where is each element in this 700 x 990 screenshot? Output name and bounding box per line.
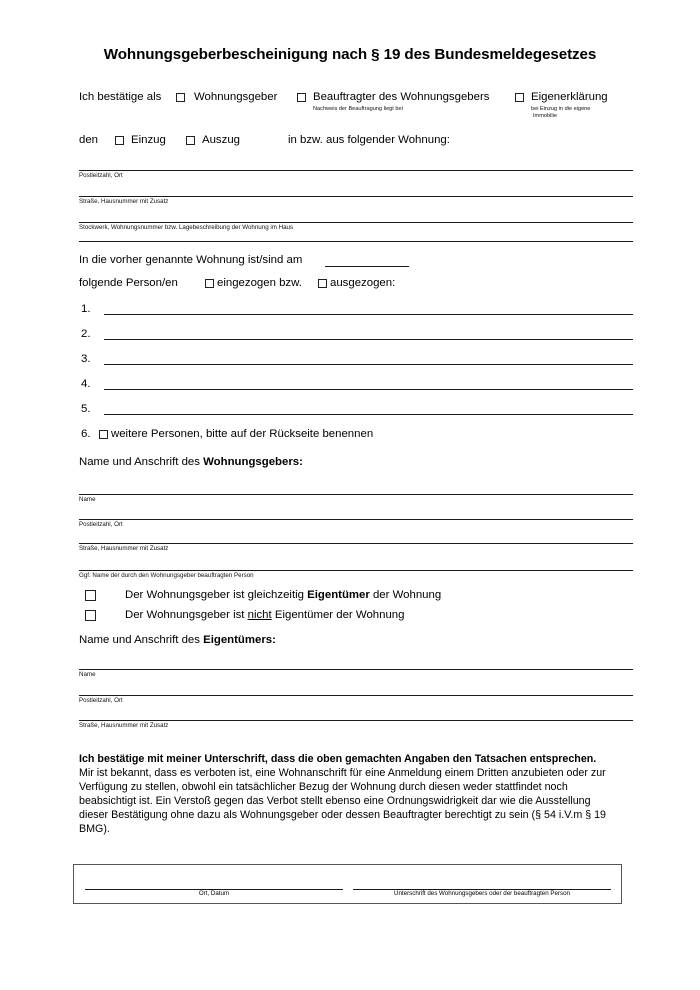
person-4-line[interactable] <box>104 389 633 390</box>
label-wohnungsgeber: Wohnungsgeber <box>194 91 278 103</box>
owner-heading-prefix: Name und Anschrift des <box>79 634 204 646</box>
label-auszug: Auszug <box>202 134 240 146</box>
dwelling-field-stockwerk-line[interactable] <box>79 222 633 223</box>
person-1-line[interactable] <box>104 314 633 315</box>
declaration-body: Mir ist bekannt, dass es verboten ist, eine Wohnanschrift für eine Anmeldung einem Dritten anzubieten oder zur Verfügung zu stellen, obwohl ein tatsächlicher Bezug der Wohnung durch diesen weder stattfindet noch beabsichtigt ist. Ein Verstoß gegen das Verbot stellt ebenso eine Ordnungswidrigkeit dar wie die Ausstellung dieser Bestätigung ohne dazu als Wohnungsgeber oder dessen Beauftragter berechtigt zu sein (§ 54 i.V.m § 19 BMG). <box>79 767 606 836</box>
label-not-owner-post: Eigentümer der Wohnung <box>271 609 405 621</box>
person-5-line[interactable] <box>104 414 633 415</box>
signature-box <box>73 864 622 904</box>
move-lead-label: den <box>79 134 99 146</box>
owner-field-strasse-line[interactable] <box>79 720 633 721</box>
checkbox-is-owner[interactable] <box>85 590 96 601</box>
person-3-line[interactable] <box>104 364 633 365</box>
owner-field-strasse-caption: Straße, Hausnummer mit Zusatz <box>79 722 169 729</box>
label-ausgezogen: ausgezogen: <box>330 277 396 289</box>
landlord-field-plz-ort-line[interactable] <box>79 519 633 520</box>
landlord-field-name-line[interactable] <box>79 494 633 495</box>
persons-intro-line1: In die vorher genannte Wohnung ist/sind am <box>79 254 303 266</box>
label-eigenerklaerung: Eigenerklärung <box>531 91 608 103</box>
label-is-owner-post: der Wohnung <box>369 589 442 601</box>
page-title: Wohnungsgeberbescheinigung nach § 19 des Bundesmeldegesetzes <box>103 46 597 63</box>
move-trailing-label: in bzw. aus folgender Wohnung: <box>288 134 450 146</box>
place-date-caption: Ort, Datum <box>198 890 230 897</box>
landlord-field-name-caption: Name <box>79 496 96 503</box>
dwelling-field-strasse-caption: Straße, Hausnummer mit Zusatz <box>79 198 169 205</box>
owner-field-plz-ort-caption: Postleitzahl, Ort <box>79 697 123 704</box>
label-not-owner-underline: nicht <box>247 609 272 621</box>
checkbox-wohnungsgeber[interactable] <box>176 93 185 102</box>
person-2-line[interactable] <box>104 339 633 340</box>
label-beauftragter: Beauftragter des Wohnungsgebers <box>313 91 490 103</box>
person-4-number: 4. <box>81 378 91 390</box>
label-is-owner-pre: Der Wohnungsgeber ist gleichzeitig <box>125 589 308 601</box>
checkbox-eigenerklaerung[interactable] <box>515 93 524 102</box>
landlord-heading <box>79 456 303 469</box>
dwelling-field-plz-ort-caption: Postleitzahl, Ort <box>79 172 123 179</box>
label-not-owner-pre: Der Wohnungsgeber ist <box>125 609 248 621</box>
signature-caption: Unterschrift des Wohnungsgebers oder der beauftragten Person <box>394 890 570 897</box>
label-eingezogen: eingezogen bzw. <box>217 277 302 289</box>
landlord-field-strasse-caption: Straße, Hausnummer mit Zusatz <box>79 545 169 552</box>
owner-field-name-caption: Name <box>79 671 96 678</box>
landlord-field-agent-line[interactable] <box>79 570 633 571</box>
dwelling-field-strasse-line[interactable] <box>79 196 633 197</box>
checkbox-weitere-personen[interactable] <box>99 430 108 439</box>
declaration-paragraph <box>79 752 612 837</box>
checkbox-not-owner[interactable] <box>85 610 96 621</box>
person-5-number: 5. <box>81 403 91 415</box>
landlord-heading-strong: Wohnungsgebers: <box>203 456 303 468</box>
note-eigenerklaerung-line2: Immobilie <box>533 113 557 119</box>
landlord-field-strasse-line[interactable] <box>79 543 633 544</box>
label-is-owner <box>125 589 441 602</box>
note-beauftragter: Nachweis der Beauftragung liegt bei <box>313 106 403 112</box>
landlord-heading-prefix: Name und Anschrift des <box>79 456 204 468</box>
owner-heading-strong: Eigentümers: <box>203 634 276 646</box>
landlord-field-agent-caption: Ggf. Name der durch den Wohnungsgeber beauftragten Person <box>79 572 254 579</box>
checkbox-einzug[interactable] <box>115 136 124 145</box>
declaration-lead: Ich bestätige mit meiner Unterschrift, dass die oben gemachten Angaben den Tatsachen entsprechen. <box>79 753 597 765</box>
confirm-lead-label: Ich bestätige als <box>79 91 162 103</box>
checkbox-beauftragter[interactable] <box>297 93 306 102</box>
note-eigenerklaerung-line1: bei Einzug in die eigene <box>531 106 591 112</box>
persons-date-line[interactable] <box>325 266 409 267</box>
label-is-owner-strong: Eigentümer <box>307 589 370 601</box>
dwelling-field-stockwerk-caption: Stockwerk, Wohnungsnummer bzw. Lagebeschreibung der Wohnung im Haus <box>79 224 294 231</box>
person-2-number: 2. <box>81 328 91 340</box>
person-3-number: 3. <box>81 353 91 365</box>
checkbox-auszug[interactable] <box>186 136 195 145</box>
checkbox-ausgezogen[interactable] <box>318 279 327 288</box>
dwelling-field-plz-ort-line[interactable] <box>79 170 633 171</box>
owner-field-plz-ort-line[interactable] <box>79 695 633 696</box>
owner-heading <box>79 634 276 647</box>
label-einzug: Einzug <box>131 134 166 146</box>
person-1-number: 1. <box>81 303 91 315</box>
label-not-owner <box>125 609 404 622</box>
landlord-field-plz-ort-caption: Postleitzahl, Ort <box>79 521 123 528</box>
checkbox-eingezogen[interactable] <box>205 279 214 288</box>
dwelling-field-extra-line[interactable] <box>79 241 633 242</box>
label-weitere-personen: weitere Personen, bitte auf der Rückseite benennen <box>111 428 374 440</box>
owner-field-name-line[interactable] <box>79 669 633 670</box>
persons-intro-line2: folgende Person/en <box>79 277 178 289</box>
person-6-number: 6. <box>81 428 91 440</box>
